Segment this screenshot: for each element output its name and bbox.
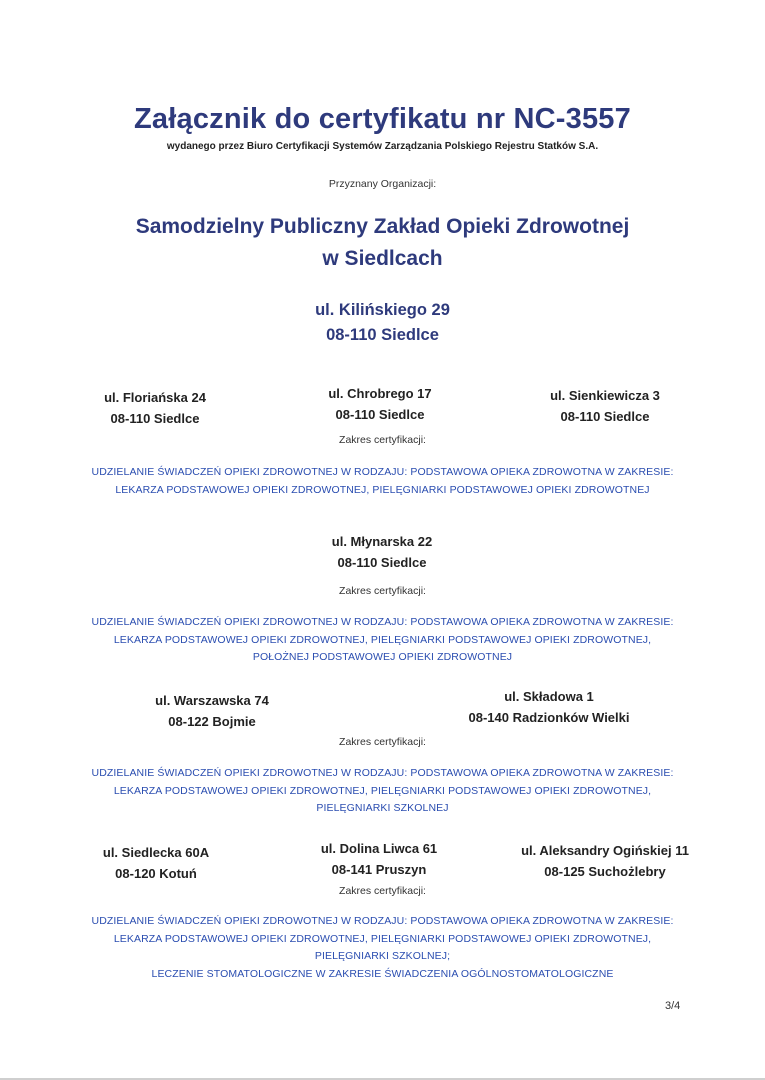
scope-line: UDZIELANIE ŚWIADCZEŃ OPIEKI ZDROWOTNEJ W RODZAJU: PODSTAWOWA OPIEKA ZDROWOTNA W ZAKRESIE: (91, 466, 674, 478)
scope-label: Zakres certyfikacji: (339, 736, 426, 748)
organization-name-line2: w Siedlcach (322, 247, 443, 270)
site-address (521, 840, 689, 882)
site-street: ul. Chrobrego 17 (328, 386, 432, 401)
site-street: ul. Dolina Liwca 61 (320, 841, 438, 856)
scope-label: Zakres certyfikacji: (339, 885, 426, 897)
site-address (332, 531, 432, 573)
organization-name (0, 211, 765, 275)
site-street: ul. Sienkiewicza 3 (550, 388, 660, 403)
scope-line: LEKARZA PODSTAWOWEJ OPIEKI ZDROWOTNEJ, PIELĘGNIARKI PODSTAWOWEJ OPIEKI ZDROWOTNEJ, (113, 932, 652, 945)
scope-line: PIELĘGNIARKI SZKOLNEJ; (314, 950, 451, 962)
site-city: 08-120 Kotuń (115, 866, 197, 881)
site-street: ul. Floriańska 24 (104, 390, 206, 405)
site-address (328, 383, 431, 425)
site-address (550, 385, 660, 427)
document-title: Załącznik do certyfikatu nr NC-3557 (134, 103, 631, 135)
scope-line: LECZENIE STOMATOLOGICZNE W ZAKRESIE ŚWIADCZENIA OGÓLNOSTOMATOLOGICZNE (151, 967, 614, 980)
site-street: ul. Siedlecka 60A (102, 845, 210, 860)
site-address (103, 842, 209, 884)
site-city: 08-110 Siedlce (560, 409, 650, 424)
site-street: ul. Składowa 1 (504, 689, 594, 704)
scope-line: LEKARZA PODSTAWOWEJ OPIEKI ZDROWOTNEJ, PIELĘGNIARKI PODSTAWOWEJ OPIEKI ZDROWOTNEJ, (113, 633, 652, 646)
scope-line: PIELĘGNIARKI SZKOLNEJ (316, 802, 449, 814)
site-city: 08-110 Siedlce (337, 555, 427, 570)
organization-street: ul. Kilińskiego 29 (315, 301, 450, 319)
scope-line: LEKARZA PODSTAWOWEJ OPIEKI ZDROWOTNEJ, PIELĘGNIARKI PODSTAWOWEJ OPIEKI ZDROWOTNEJ, (113, 784, 652, 797)
site-city: 08-122 Bojmie (168, 714, 256, 729)
site-street: ul. Młynarska 22 (331, 534, 433, 549)
site-city: 08-125 Suchożlebry (544, 864, 666, 879)
scope-line: UDZIELANIE ŚWIADCZEŃ OPIEKI ZDROWOTNEJ W RODZAJU: PODSTAWOWA OPIEKA ZDROWOTNA W ZAKRESIE: (91, 915, 674, 927)
site-address (469, 686, 630, 728)
scope-label: Zakres certyfikacji: (339, 434, 426, 446)
scope-line: LEKARZA PODSTAWOWEJ OPIEKI ZDROWOTNEJ, PIELĘGNIARKI PODSTAWOWEJ OPIEKI ZDROWOTNEJ (115, 483, 650, 496)
site-street: ul. Aleksandry Ogińskiej 11 (521, 843, 689, 858)
issuer-subtitle: wydanego przez Biuro Certyfikacji Systemów Zarządzania Polskiego Rejestru Statków S.A. (166, 141, 599, 152)
site-city: 08-141 Pruszyn (331, 862, 427, 877)
scope-text (0, 464, 765, 499)
page-number: 3/4 (665, 1000, 681, 1012)
site-city: 08-140 Radzionków Wielki (468, 710, 630, 725)
site-street: ul. Warszawska 74 (155, 693, 269, 708)
scope-text (0, 765, 765, 818)
site-address (321, 838, 437, 880)
organization-city: 08-110 Siedlce (326, 326, 439, 344)
scope-line: UDZIELANIE ŚWIADCZEŃ OPIEKI ZDROWOTNEJ W RODZAJU: PODSTAWOWA OPIEKA ZDROWOTNA W ZAKRESIE: (91, 616, 674, 628)
scope-line: UDZIELANIE ŚWIADCZEŃ OPIEKI ZDROWOTNEJ W RODZAJU: PODSTAWOWA OPIEKA ZDROWOTNA W ZAKRESIE: (91, 767, 674, 779)
site-address (104, 387, 206, 429)
site-address (155, 690, 269, 732)
granted-label: Przyznany Organizacji: (328, 178, 437, 190)
site-city: 08-110 Siedlce (110, 411, 200, 426)
scope-line: POŁOŻNEJ PODSTAWOWEJ OPIEKI ZDROWOTNEJ (252, 651, 513, 663)
site-city: 08-110 Siedlce (335, 407, 425, 422)
scope-text (0, 913, 765, 983)
scope-label: Zakres certyfikacji: (339, 585, 426, 597)
organization-name-line1: Samodzielny Publiczny Zakład Opieki Zdrowotnej (135, 215, 630, 238)
scope-text (0, 614, 765, 667)
organization-address (0, 298, 765, 348)
